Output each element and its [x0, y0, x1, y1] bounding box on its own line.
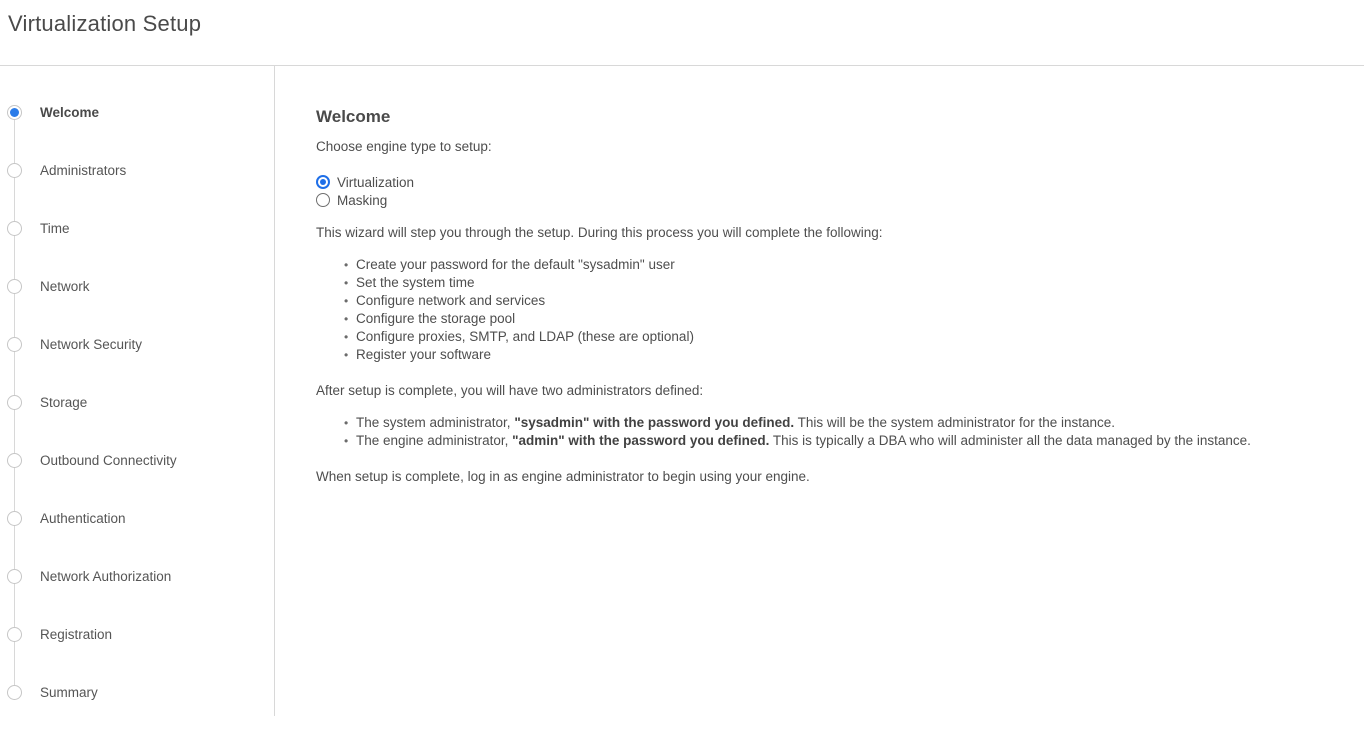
sidebar-step-outbound-connectivity[interactable]: [0, 453, 274, 511]
page-header: [0, 0, 1364, 66]
step-radio-icon: [7, 569, 22, 584]
step-label: Network Security: [40, 337, 143, 352]
list-item: • Configure proxies, SMTP, and LDAP (these are optional): [316, 328, 1324, 346]
setup-complete-text: When setup is complete, log in as engine administrator to begin using your engine.: [316, 469, 810, 484]
sidebar-step-welcome[interactable]: [0, 105, 274, 163]
step-radio-icon: [7, 279, 22, 294]
step-label: Storage: [40, 395, 88, 410]
sidebar-step-storage[interactable]: [0, 395, 274, 453]
step-label: Network Authorization: [40, 569, 172, 584]
list-item: • Register your software: [316, 346, 1324, 364]
wizard-intro-text: This wizard will step you through the setup. During this process you will complete the following:: [316, 225, 883, 240]
list-item: • Set the system time: [316, 274, 1324, 292]
step-label: Administrators: [40, 163, 127, 178]
step-radio-selected-icon: [7, 105, 22, 120]
list-item: • Configure network and services: [316, 292, 1324, 310]
step-label: Authentication: [40, 511, 126, 526]
wizard-steps-list: [316, 256, 1324, 364]
sidebar-step-network-security[interactable]: [0, 337, 274, 395]
setup-steps-sidebar: [0, 66, 275, 716]
step-radio-icon: [7, 627, 22, 642]
step-radio-icon: [7, 221, 22, 236]
step-radio-icon: [7, 163, 22, 178]
engine-option-virtualization[interactable]: [316, 173, 1324, 191]
list-item: • The system administrator, "sysadmin" with the password you defined. This will be the system administrator for the instance.: [316, 414, 1324, 432]
radio-unselected-icon: [316, 193, 330, 207]
sidebar-step-registration[interactable]: [0, 627, 274, 685]
radio-label: Masking: [337, 192, 388, 208]
list-item: • Create your password for the default "sysadmin" user: [316, 256, 1324, 274]
step-radio-icon: [7, 511, 22, 526]
choose-engine-label: Choose engine type to setup:: [316, 139, 492, 154]
sidebar-step-network-authorization[interactable]: [0, 569, 274, 627]
step-label: Welcome: [40, 105, 100, 120]
step-label: Registration: [40, 627, 113, 642]
step-radio-icon: [7, 453, 22, 468]
step-radio-icon: [7, 685, 22, 700]
step-label: Network: [40, 279, 90, 294]
list-item: • The engine administrator, "admin" with the password you defined. This is typically a DBA who will administer all the data managed by the instance.: [316, 432, 1324, 450]
step-label: Outbound Connectivity: [40, 453, 177, 468]
radio-label: Virtualization: [337, 174, 415, 190]
sidebar-step-time[interactable]: [0, 221, 274, 279]
step-radio-icon: [7, 395, 22, 410]
step-label: Time: [40, 221, 70, 236]
sidebar-step-network[interactable]: [0, 279, 274, 337]
list-item: • Configure the storage pool: [316, 310, 1324, 328]
sidebar-step-authentication[interactable]: [0, 511, 274, 569]
step-radio-icon: [7, 337, 22, 352]
page-title: Virtualization Setup: [8, 11, 202, 36]
step-label: Summary: [40, 685, 98, 700]
administrators-list: [316, 414, 1324, 450]
radio-selected-icon: [316, 175, 330, 189]
main-content: [275, 66, 1364, 716]
engine-option-masking[interactable]: [316, 191, 1324, 209]
welcome-heading: Welcome: [316, 107, 391, 126]
after-setup-text: After setup is complete, you will have two administrators defined:: [316, 383, 704, 398]
engine-type-radio-group: [316, 173, 1324, 209]
sidebar-step-summary[interactable]: [0, 685, 274, 743]
sidebar-step-administrators[interactable]: [0, 163, 274, 221]
